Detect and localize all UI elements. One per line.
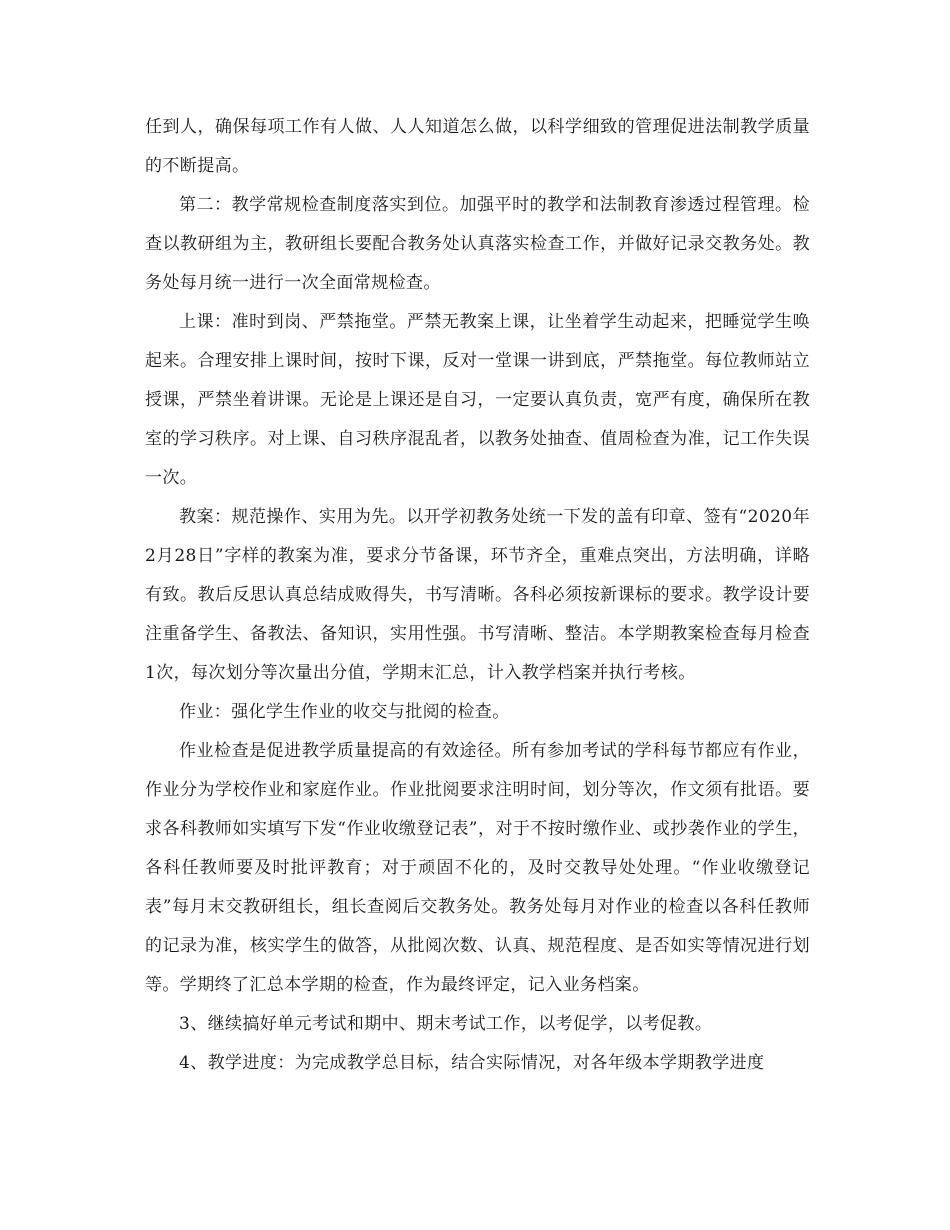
- paragraph-exams: 3、继续搞好单元考试和期中、期末考试工作，以考促学，以考促教。: [179, 1014, 713, 1034]
- paragraph-classes: 上课：准时到岗、严禁拖堂。严禁无教案上课，让坐着学生动起来，把睡觉学生唤起来。合理安排上课时间，按时下课，反对一堂课一讲到底，严禁拖堂。每位教师站立授课，严禁坐着讲课。无论是上课还是自习，一定要认真负责，宽严有度，确保所在教室的学习秩序。对上课、自习秩序混乱者，以教务处抽查、值周检查为准，记工作失误一次。: [145, 312, 810, 488]
- paragraph-homework-heading: 作业：强化学生作业的收交与批阅的检查。: [179, 702, 510, 722]
- paragraph-homework-check: 作业检查是促进教学质量提高的有效途径。所有参加考试的学科每节都应有作业，作业分为学校作业和家庭作业。作业批阅要求注明时间，划分等次，作文须有批语。要求各科教师如实填写下发“作业收缴登记表”，对于不按时缴作业、或抄袭作业的学生，各科任教师要及时批评教育；对于顽固不化的，及时交教导处处理。“作业收缴登记表”每月末交教研组长，组长查阅后交教务处。教务处每月对作业的检查以各科任教师的记录为准，核实学生的做答，从批阅次数、认真、规范程度、是否如实等情况进行划等。学期终了汇总本学期的检查，作为最终评定，记入业务档案。: [145, 741, 810, 995]
- paragraph-lesson-plans: 教案：规范操作、实用为先。以开学初教务处统一下发的盖有印章、签有“2020年2月28日”字样的教案为准，要求分节备课，环节齐全，重难点突出，方法明确，详略有致。教后反思认真总结成败得失，书写清晰。各科必须按新课标的要求。教学设计要注重备学生、备教法、备知识，实用性强。书写清晰、整洁。本学期教案检查每月检查1次，每次划分等次量出分值，学期末汇总，计入教学档案并执行考核。: [145, 507, 810, 683]
- paragraph-teaching-progress: 4、教学进度：为完成教学总目标，结合实际情况，对各年级本学期教学进度: [179, 1053, 765, 1073]
- paragraph-continuation: 任到人，确保每项工作有人做、人人知道怎么做，以科学细致的管理促进法制教学质量的不断提高。: [145, 117, 810, 176]
- paragraph-inspection-system: 第二：教学常规检查制度落实到位。加强平时的教学和法制教育渗透过程管理。检查以教研组为主，教研组长要配合教务处认真落实检查工作，并做好记录交教务处。教务处每月统一进行一次全面常规检查。: [145, 195, 810, 293]
- document-body: [145, 108, 810, 1083]
